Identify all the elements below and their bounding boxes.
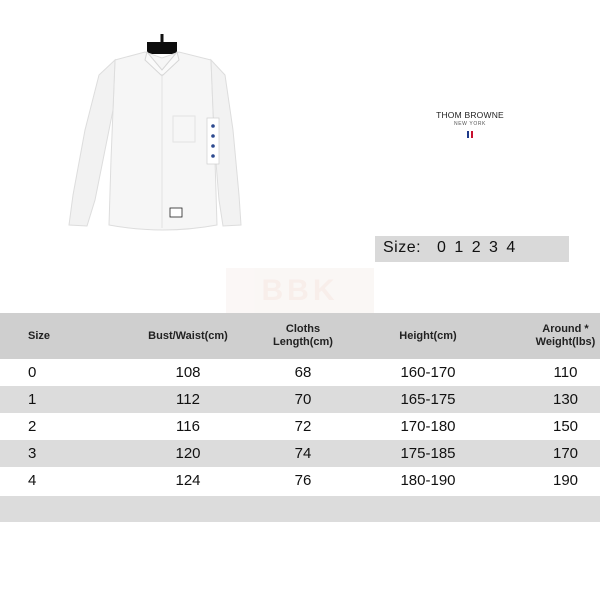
brand-logo <box>420 110 520 138</box>
brand-subtitle: NEW YORK <box>454 121 486 127</box>
product-image-shirt <box>55 30 270 245</box>
table-row <box>0 413 600 440</box>
table-cell: 72 <box>294 418 312 435</box>
table-cell: 116 <box>176 418 200 435</box>
table-cell: 2 <box>28 418 37 435</box>
table-cell: 124 <box>175 472 201 489</box>
size-chart-table <box>0 313 600 494</box>
table-cell: 175-185 <box>353 440 503 467</box>
header-cloths-length: Cloths Length(cm) <box>253 313 353 359</box>
table-cell: 170 <box>503 440 600 467</box>
table-cell: 130 <box>503 386 600 413</box>
table-cell: 68 <box>294 364 312 381</box>
header-bust-waist: Bust/Waist(cm) <box>123 313 253 359</box>
table-cell: 108 <box>175 364 201 381</box>
table-cell: 110 <box>553 364 578 381</box>
table-cell: 1 <box>0 386 123 413</box>
table-cell: 74 <box>253 440 353 467</box>
table-cell: 120 <box>123 440 253 467</box>
size-selector-bar <box>375 236 569 262</box>
shirt-illustration <box>55 30 270 245</box>
size-label: Size: <box>383 239 422 256</box>
table-header-row <box>0 313 600 359</box>
table-cell: 4 <box>28 472 37 489</box>
table-cell: 190 <box>552 472 579 489</box>
table-cell: 180-190 <box>400 472 456 489</box>
table-cell: 0 <box>28 364 37 381</box>
brand-name: THOM BROWNE <box>436 110 504 120</box>
table-cell: 76 <box>294 472 312 489</box>
header-height: Height(cm) <box>353 313 503 359</box>
table-cell: 70 <box>253 386 353 413</box>
tricolor-flag-icon <box>467 131 474 138</box>
header-weight: Around * Weight(lbs) <box>503 313 600 359</box>
table-row <box>0 467 600 494</box>
header-size: Size <box>0 313 123 359</box>
table-cell: 3 <box>0 440 123 467</box>
size-values: 0 1 2 3 4 <box>437 239 518 256</box>
table-cell: 112 <box>123 386 253 413</box>
table-cell: 165-175 <box>353 386 503 413</box>
table-footer-bar <box>0 496 600 522</box>
table-row <box>0 440 600 467</box>
table-row <box>0 359 600 386</box>
watermark: BBK <box>226 268 374 314</box>
table-cell: 150 <box>552 418 579 435</box>
table-cell: 160-170 <box>400 364 456 381</box>
table-row <box>0 386 600 413</box>
table-cell: 170-180 <box>400 418 456 435</box>
